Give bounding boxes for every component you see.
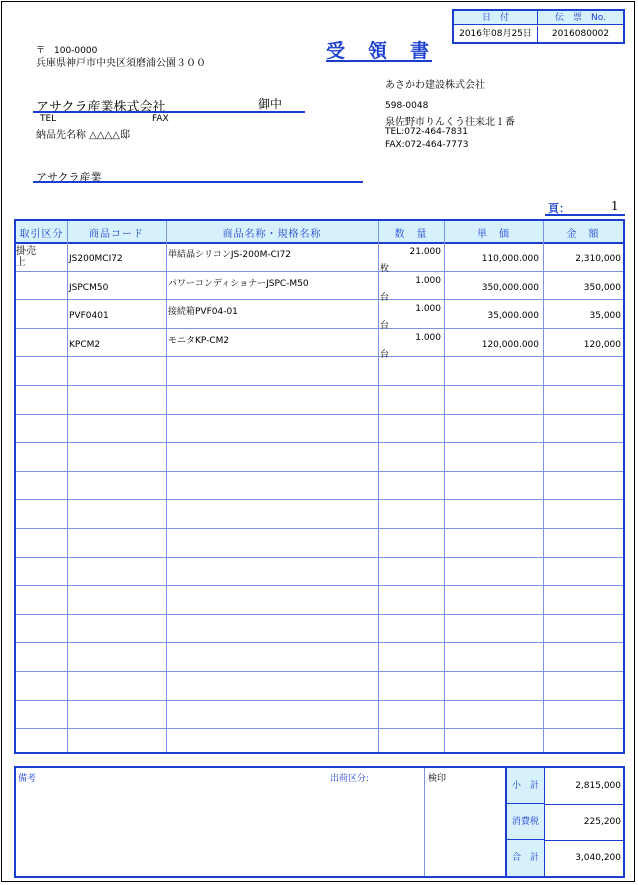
row4-qty: 1.000 [415,333,441,343]
fax-label: FAX [152,114,169,124]
page-label: 頁： [548,202,570,215]
row1-qty: 21.000 [409,247,441,257]
inspection-divider [424,768,425,876]
subtotal-value: 2,815,000 [575,781,621,791]
header-qty: 数 量 [394,229,428,240]
row3-name: 接続箱PVF04-01 [168,307,238,317]
row1-name: 単結晶シリコンJS-200M-CI72 [168,250,292,260]
row-divider [16,528,623,529]
row-divider [16,299,623,300]
row2-price: 350,000.000 [481,283,539,293]
inspection-label: 検印 [428,774,447,784]
row3-code: PVF0401 [69,311,109,321]
slip-no-label: 伝 票 No. [538,11,623,25]
row-divider [16,557,623,558]
row2-code: JSPCM50 [69,283,109,293]
row-divider [16,585,623,586]
row-divider [16,614,623,615]
col-divider [543,221,544,752]
recipient-name: アサクラ産業株式会社 [36,100,166,115]
row3-unit: 台 [380,321,390,331]
row-divider [16,271,623,272]
row4-name: モニタKP-CM2 [168,336,230,346]
recipient-honorific: 御中 [258,97,283,111]
postal-code: 〒 100-0000 [36,46,98,56]
row-divider [16,728,623,729]
sub-name-underline [33,181,363,183]
row-divider [16,414,623,415]
row1-unit: 枚 [380,264,390,274]
col-divider [67,221,68,752]
total-label: 合 計 [507,840,545,876]
issuer-zip: 598-0048 [385,101,429,111]
row3-price: 35,000.000 [487,311,539,321]
row2-name: パワーコンディショナーJSPC-M50 [168,279,309,289]
date-value: 2016年08月25日 [454,26,538,42]
col-divider [166,221,167,752]
total-value: 3,040,200 [575,853,621,863]
header-name: 商品名称・規格名称 [222,229,322,240]
subtotal-label: 小 計 [507,768,545,804]
header-amount: 金 額 [566,229,600,240]
slip-header-box [452,9,625,44]
row-divider [16,385,623,386]
row-divider [16,642,623,643]
row1-code: JS200MCI72 [69,254,123,264]
issuer-fax: FAX:072-464-7773 [385,140,469,150]
row1-kubun: 掛売上 [16,246,36,268]
summary-divider [545,840,625,841]
recipient-underline [33,111,305,113]
row4-price: 120,000.000 [481,340,539,350]
row3-qty: 1.000 [415,304,441,314]
date-label: 日 付 [454,11,538,25]
header-price: 単 価 [477,229,510,240]
page-underline [545,214,625,216]
row4-code: KPCM2 [69,340,101,350]
tel-label: TEL [40,114,57,124]
row4-amount: 120,000 [583,340,621,350]
document-title: 受 領 書 [326,40,432,62]
row-divider [16,671,623,672]
title-underline [326,60,432,62]
row1-amount: 2,310,000 [575,254,621,264]
tax-label: 消費税 [507,804,545,840]
issuer-address: 泉佐野市りんくう往来北１番 [385,117,515,128]
items-table [14,219,625,754]
slip-no-value: 2016080002 [551,29,610,39]
col-divider [378,221,379,752]
col-divider [444,221,445,752]
row-divider [16,471,623,472]
row-divider [16,442,623,443]
row3-amount: 35,000 [589,311,621,321]
delivery-destination: 納品先名称 △△△△邸 [36,130,130,141]
row4-unit: 台 [380,350,390,360]
tax-value: 225,200 [583,817,621,827]
row-divider [16,356,623,357]
row2-amount: 350,000 [583,283,621,293]
row-divider [16,499,623,500]
row1-price: 110,000.000 [481,254,539,264]
summary-box [505,768,625,876]
row-divider [16,700,623,701]
row2-unit: 台 [380,293,390,303]
summary-divider [545,804,625,805]
issuer-company: あさかわ建設株式会社 [385,80,485,91]
header-code: 商品コード [89,229,144,240]
shipping-label: 出荷区分: [330,774,370,784]
row-divider [16,328,623,329]
sender-address: 兵庫県神戸市中央区須磨浦公園３００ [36,58,206,69]
row2-qty: 1.000 [415,276,441,286]
recipient-sub-name: アサクラ産業 [36,171,102,184]
remarks-label: 備考 [18,774,37,784]
header-kubun: 取引区分 [19,229,64,240]
issuer-tel: TEL:072-464-7831 [385,127,468,137]
footer-box [14,766,625,878]
page-number: 1 [611,199,619,213]
